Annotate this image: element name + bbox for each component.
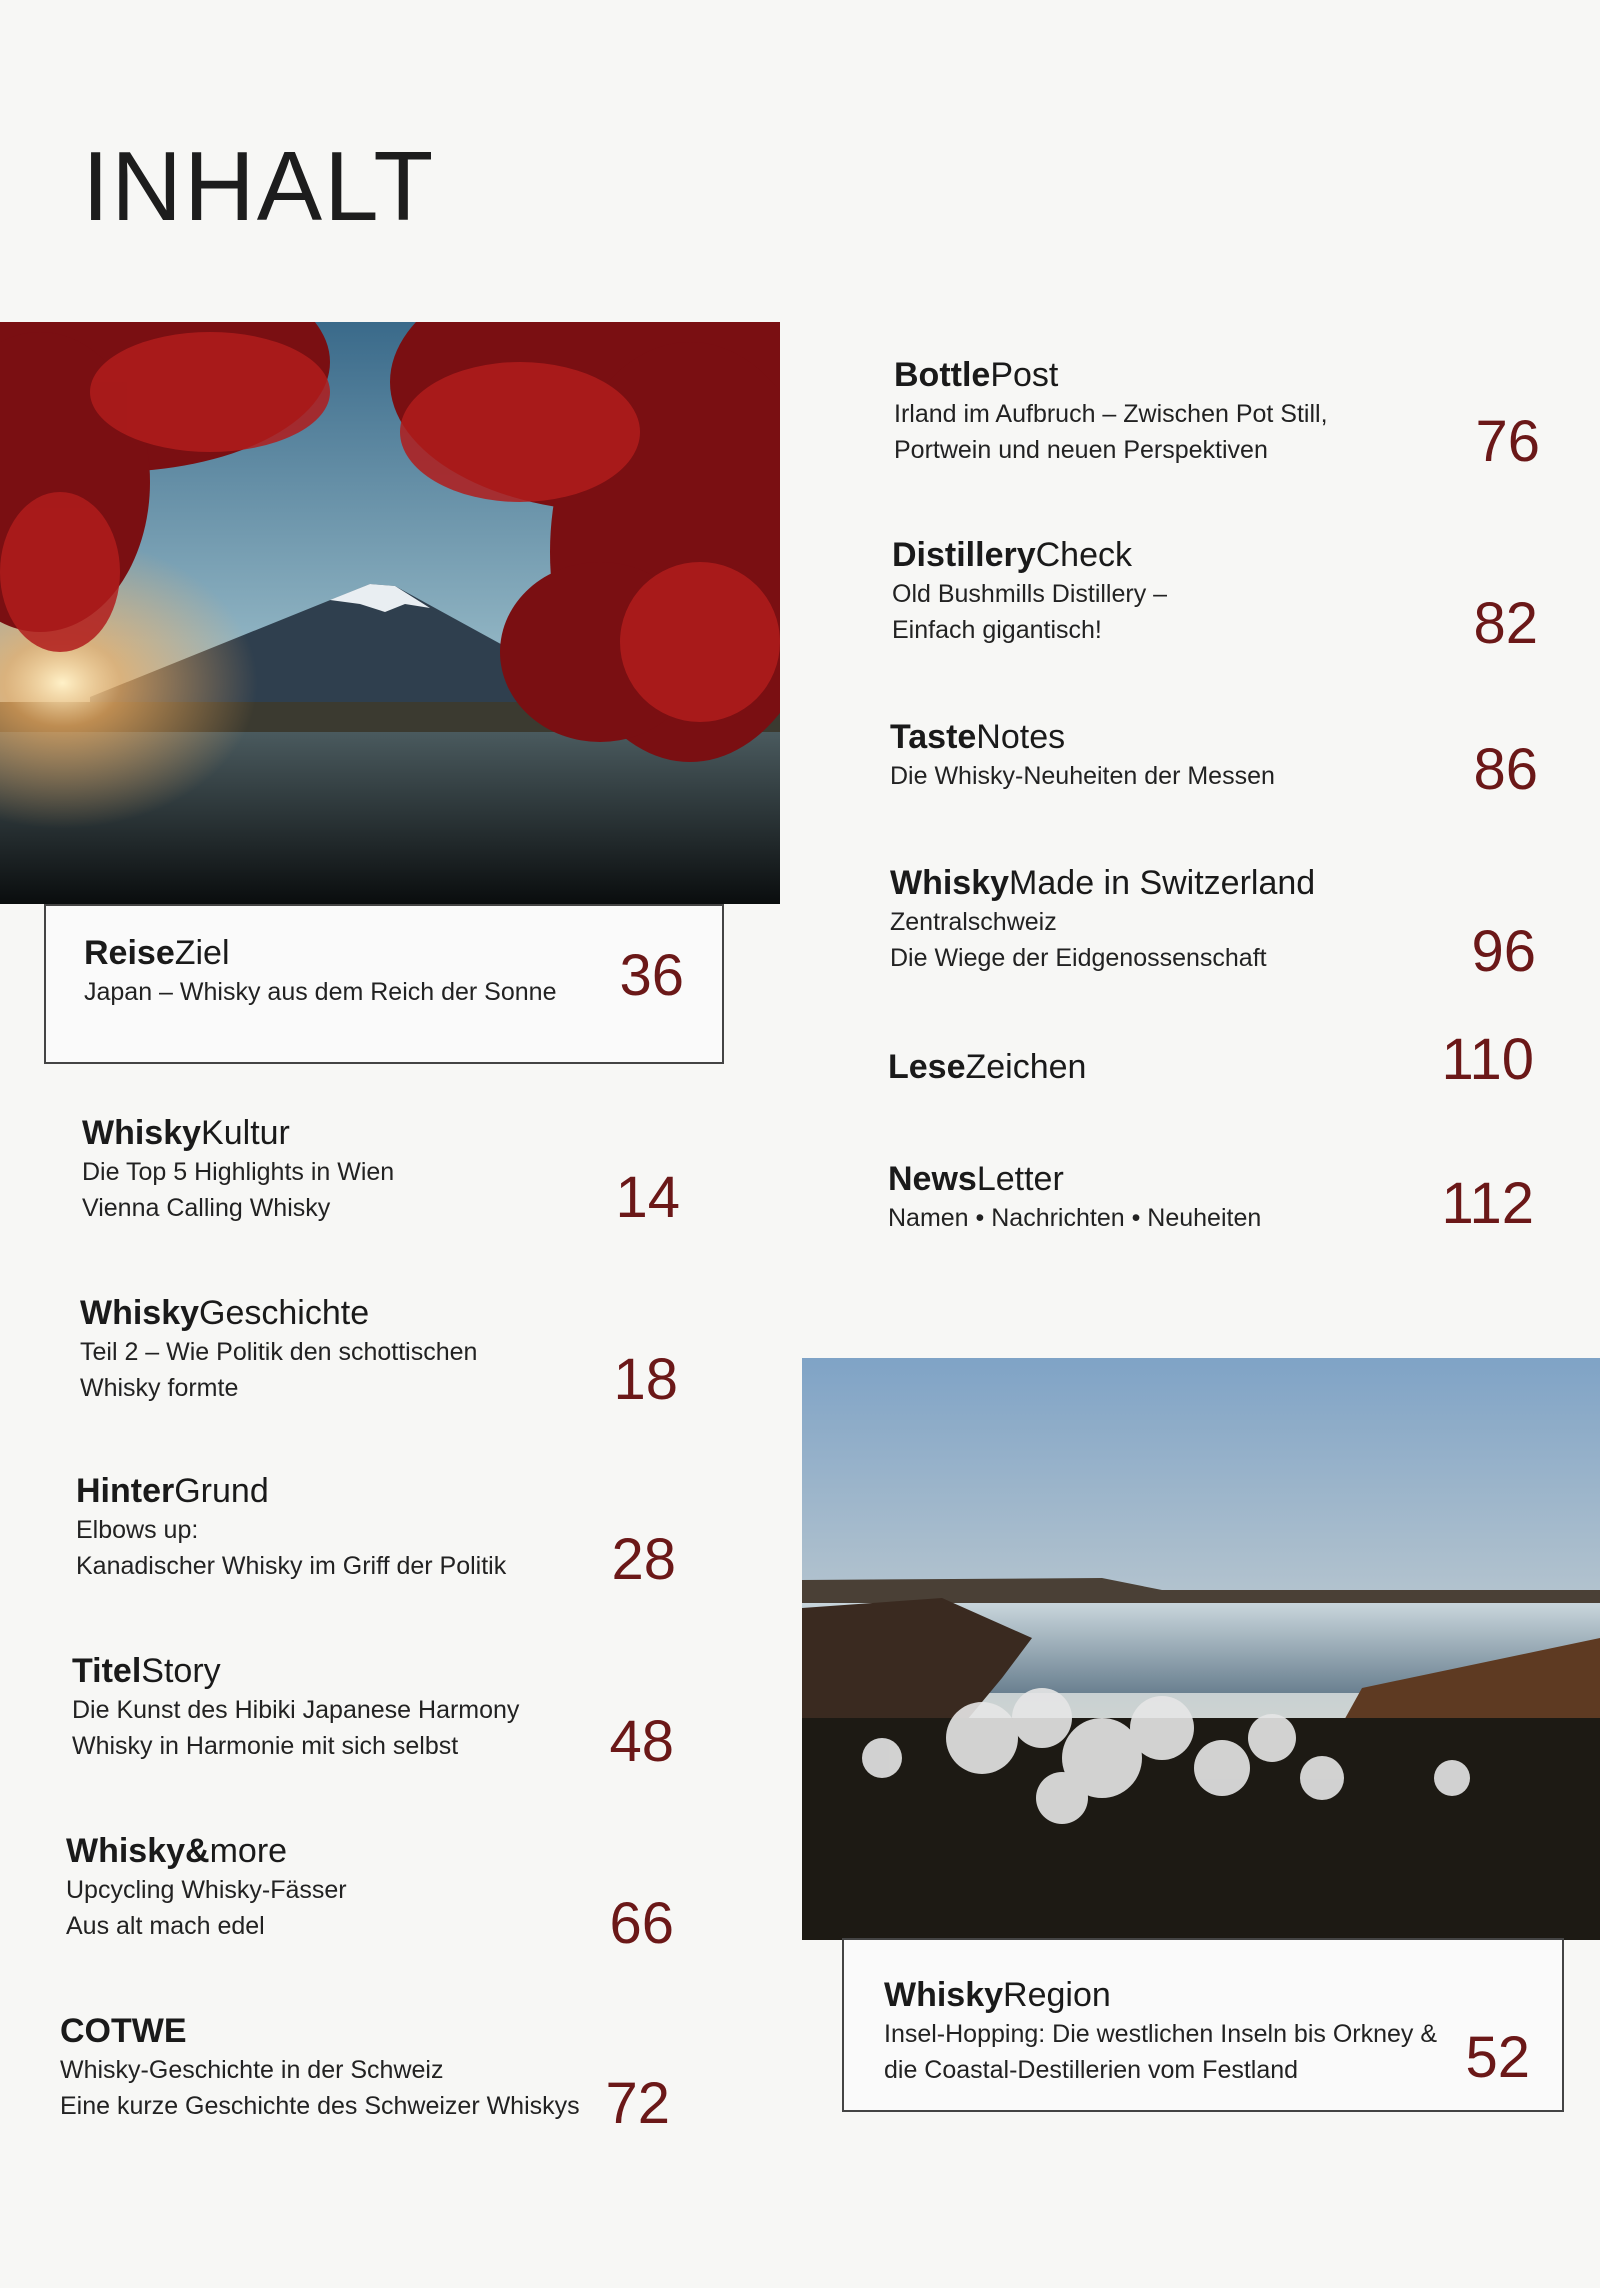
entry-desc-line: Die Kunst des Hibiki Japanese Harmony — [72, 1696, 520, 1724]
entry-desc-line: Whisky formte — [80, 1374, 239, 1402]
entry-desc-line: Einfach gigantisch! — [892, 616, 1102, 644]
toc-entry-whiskyregion[interactable] — [884, 1974, 1444, 2088]
entry-desc-line: Vienna Calling Whisky — [82, 1194, 331, 1222]
entry-heading: TitelStory — [72, 1652, 221, 1690]
page-number-112: 112 — [1441, 1171, 1534, 1236]
entry-desc-line: Upcycling Whisky-Fässer — [66, 1876, 347, 1904]
entry-desc-line: die Coastal-Destillerien vom Festland — [884, 2056, 1299, 2084]
page-number-82: 82 — [1473, 591, 1538, 656]
entry-heading: HinterGrund — [76, 1472, 269, 1510]
page-number-66: 66 — [609, 1891, 674, 1956]
entry-heading: BottlePost — [894, 356, 1059, 394]
entry-desc-line: Insel-Hopping: Die westlichen Inseln bis Orkney & — [884, 2020, 1438, 2048]
page-number-36: 36 — [619, 943, 684, 1008]
page-number-48: 48 — [609, 1709, 674, 1774]
toc-entry-whisky-and-more[interactable] — [66, 1830, 606, 1944]
entry-desc-line: Portwein und neuen Perspektiven — [894, 436, 1268, 464]
entry-desc-line: Teil 2 – Wie Politik den schottischen — [80, 1338, 478, 1366]
entry-desc-line: Old Bushmills Distillery – — [892, 580, 1168, 608]
entry-desc-line: Eine kurze Geschichte des Schweizer Whiskys — [60, 2092, 580, 2120]
toc-entry-cotwe[interactable] — [60, 2010, 620, 2124]
coastal-photo — [802, 1358, 1600, 1940]
toc-entry-whiskygeschichte[interactable] — [80, 1292, 620, 1406]
entry-heading: WhiskyGeschichte — [80, 1294, 370, 1332]
toc-entry-lesezeichen[interactable] — [888, 1046, 1408, 1088]
page-number-18: 18 — [613, 1347, 678, 1412]
japan-photo — [0, 322, 780, 904]
page-number-14: 14 — [615, 1165, 680, 1230]
toc-entry-titelstory[interactable] — [72, 1650, 612, 1764]
toc-entry-hintergrund[interactable] — [76, 1470, 616, 1584]
entry-desc-line: Namen • Nachrichten • Neuheiten — [888, 1204, 1262, 1232]
toc-entry-tastenotes[interactable] — [890, 716, 1410, 794]
toc-entry-whisky-made-in-switzerland[interactable] — [890, 862, 1430, 976]
entry-heading: DistilleryCheck — [892, 536, 1132, 574]
entry-desc-line: Irland im Aufbruch – Zwischen Pot Still, — [894, 400, 1328, 428]
entry-heading: NewsLetter — [888, 1160, 1064, 1198]
page-number-72: 72 — [605, 2071, 670, 2136]
entry-desc-line: Whisky-Geschichte in der Schweiz — [60, 2056, 444, 2084]
toc-entry-newsletter[interactable] — [888, 1158, 1428, 1236]
entry-desc-line: Die Whisky-Neuheiten der Messen — [890, 762, 1275, 790]
entry-heading: WhiskyMade in Switzerland — [890, 864, 1316, 902]
entry-heading: LeseZeichen — [888, 1048, 1087, 1086]
page-number-76: 76 — [1475, 409, 1540, 474]
toc-entry-reiseziel[interactable] — [84, 932, 604, 1010]
entry-desc-line: Whisky in Harmonie mit sich selbst — [72, 1732, 459, 1760]
entry-desc-line: Die Top 5 Highlights in Wien — [82, 1158, 395, 1186]
entry-desc-line: Elbows up: — [76, 1516, 199, 1544]
entry-heading: Whisky&more — [66, 1832, 288, 1870]
page-number-86: 86 — [1473, 737, 1538, 802]
entry-desc-line: Aus alt mach edel — [66, 1912, 265, 1940]
page-number-96: 96 — [1471, 919, 1536, 984]
entry-heading: WhiskyRegion — [884, 1976, 1111, 2014]
page-title: INHALT — [82, 131, 436, 241]
entry-desc-line: Die Wiege der Eidgenossenschaft — [890, 944, 1267, 972]
page-number-28: 28 — [611, 1527, 676, 1592]
entry-desc-line: Japan – Whisky aus dem Reich der Sonne — [84, 978, 557, 1006]
page-number-52: 52 — [1465, 2025, 1530, 2090]
toc-entry-whiskykultur[interactable] — [82, 1112, 622, 1226]
entry-heading: TasteNotes — [890, 718, 1066, 756]
toc-entry-distillerycheck[interactable] — [892, 534, 1412, 648]
entry-heading: COTWE — [60, 2012, 187, 2050]
entry-desc-line: Kanadischer Whisky im Griff der Politik — [76, 1552, 507, 1580]
entry-heading: WhiskyKultur — [82, 1114, 290, 1152]
page-number-110: 110 — [1441, 1027, 1534, 1092]
entry-heading: ReiseZiel — [84, 934, 230, 972]
entry-desc-line: Zentralschweiz — [890, 908, 1057, 936]
toc-entry-bottlepost[interactable] — [894, 354, 1414, 468]
